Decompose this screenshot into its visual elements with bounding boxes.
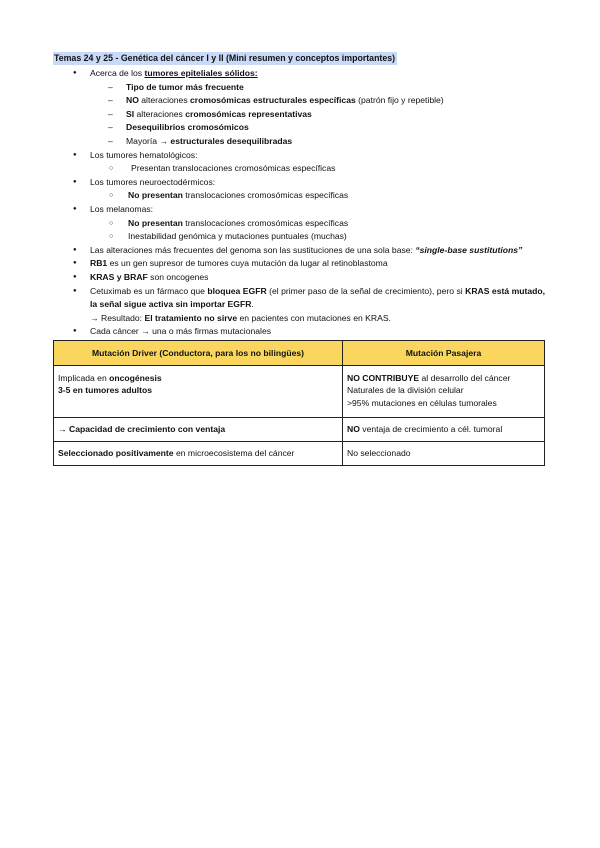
sub-item	[53, 230, 545, 244]
table-cell: No seleccionado	[343, 441, 545, 465]
sub-item-bold: No presentan	[128, 190, 183, 201]
cell-bold: 3-5 en tumores adultos	[58, 385, 153, 396]
epithelial-intro: Acerca de los	[90, 68, 145, 78]
sub-item-text: alteraciones	[134, 108, 186, 119]
alterations-text: Las alteraciones más frecuentes del genoma son las sustituciones de una sola base:	[90, 244, 416, 255]
sub-item	[53, 189, 545, 203]
sub-item-text: Inestabilidad genómica y mutaciones puntuales (muchas)	[128, 231, 347, 242]
sub-item	[53, 217, 545, 231]
table-cell	[343, 417, 545, 441]
cetuximab-text: Cetuximab es un fármaco que	[90, 285, 208, 296]
cetuximab-text: .	[251, 299, 254, 310]
epithelial-intro-underlined: tumores epiteliales sólidos:	[144, 68, 258, 78]
sub-item-bold: NO	[126, 95, 139, 106]
alterations-term: “single-base sustitutions”	[415, 244, 523, 255]
cell-text: en microecosistema del cáncer	[173, 447, 295, 458]
cell-text: ventaja de crecimiento a cél. tumoral	[359, 423, 503, 434]
sub-item	[53, 94, 545, 108]
table-header-passenger: Mutación Pasajera	[343, 340, 545, 365]
sub-item-bold: cromosómicas estructurales específicas	[190, 95, 356, 106]
sub-item-bold: cromosómicas representativas	[185, 108, 312, 119]
sub-item-bold: SI	[126, 108, 135, 119]
result-text: en pacientes con mutaciones en KRAS.	[237, 312, 391, 323]
cell-bold: → Capacidad de crecimiento con ventaja	[58, 423, 226, 434]
cell-bold: NO CONTRIBUYE	[347, 372, 420, 383]
sub-item-bold: Desequilibrios cromosómicos	[126, 122, 249, 133]
sub-item	[53, 81, 545, 95]
sub-item-text: Mayoría →	[126, 135, 171, 146]
cell-text: >95% mutaciones en células tumorales	[347, 398, 497, 409]
page-title: Temas 24 y 25 - Genética del cáncer I y II (Mini resumen y conceptos importantes)	[54, 53, 396, 63]
rb1-gene: RB1	[90, 258, 108, 269]
cetuximab-text: (el primer paso de la señal de crecimiento), pero si	[266, 285, 466, 296]
list-item-hemato: ● Los tumores hematológicos:	[53, 149, 545, 163]
list-item-melano: ● Los melanomas:	[53, 203, 545, 217]
result-prefix: → Resultado:	[90, 312, 145, 323]
cell-text: Naturales de la división celular	[347, 385, 464, 396]
list-item-cetuximab	[53, 285, 545, 312]
sub-item-text: translocaciones cromosómicas específicas	[182, 190, 349, 201]
kras-braf-text: son oncogenes	[147, 271, 209, 282]
sub-item-bold: No presentan	[128, 217, 183, 228]
sub-item-text: Presentan translocaciones cromosómicas específicas	[131, 163, 336, 174]
cell-bold: Seleccionado positivamente	[58, 447, 174, 458]
list-item-kras-braf	[53, 271, 545, 285]
list-item-alterations	[53, 244, 545, 258]
sub-item-text: translocaciones cromosómicas específicas	[182, 217, 349, 228]
table-header-driver: Mutación Driver (Conductora, para los no bilingües)	[54, 340, 343, 365]
table-cell	[54, 365, 343, 417]
table-row	[54, 417, 545, 441]
cetuximab-bold: KRAS está mutado, la señal sigue activa sin importar EGFR	[90, 285, 546, 310]
cell-text: al desarrollo del cáncer	[419, 372, 511, 383]
cetuximab-result	[53, 312, 545, 326]
sub-item-text: Tipo de tumor más frecuente	[126, 81, 244, 92]
table-cell	[54, 417, 343, 441]
list-item-neuro: ● Los tumores neuroectodérmicos:	[53, 176, 545, 190]
rb1-text: es un gen supresor de tumores cuya mutación da lugar al retinoblastoma	[107, 258, 388, 269]
table-cell	[54, 441, 343, 465]
sub-item	[53, 121, 545, 135]
list-item-epithelial	[53, 67, 545, 81]
sub-item	[53, 162, 545, 176]
cell-text: Implicada en	[58, 372, 110, 383]
cell-bold: NO	[347, 423, 360, 434]
table-header-row	[54, 340, 545, 365]
sub-item-bold: estructurales desequilibradas	[170, 135, 293, 146]
table-row	[54, 441, 545, 465]
document-page	[53, 52, 545, 466]
mutation-table	[53, 340, 545, 466]
result-bold: El tratamiento no sirve	[144, 312, 238, 323]
list-item-cada: ● Cada cáncer → una o más firmas mutacionales	[53, 325, 545, 339]
cell-bold: oncogénesis	[109, 372, 162, 383]
sub-item	[53, 108, 545, 122]
main-list	[53, 67, 545, 339]
table-row	[54, 365, 545, 417]
cetuximab-bold: bloquea EGFR	[207, 285, 267, 296]
table-cell	[343, 365, 545, 417]
sub-item	[53, 135, 545, 149]
list-item-rb1	[53, 257, 545, 271]
kras-braf-genes: KRAS y BRAF	[90, 271, 148, 282]
sub-item-text: alteraciones	[138, 95, 191, 106]
sub-item-text: (patrón fijo y repetible)	[355, 95, 444, 106]
